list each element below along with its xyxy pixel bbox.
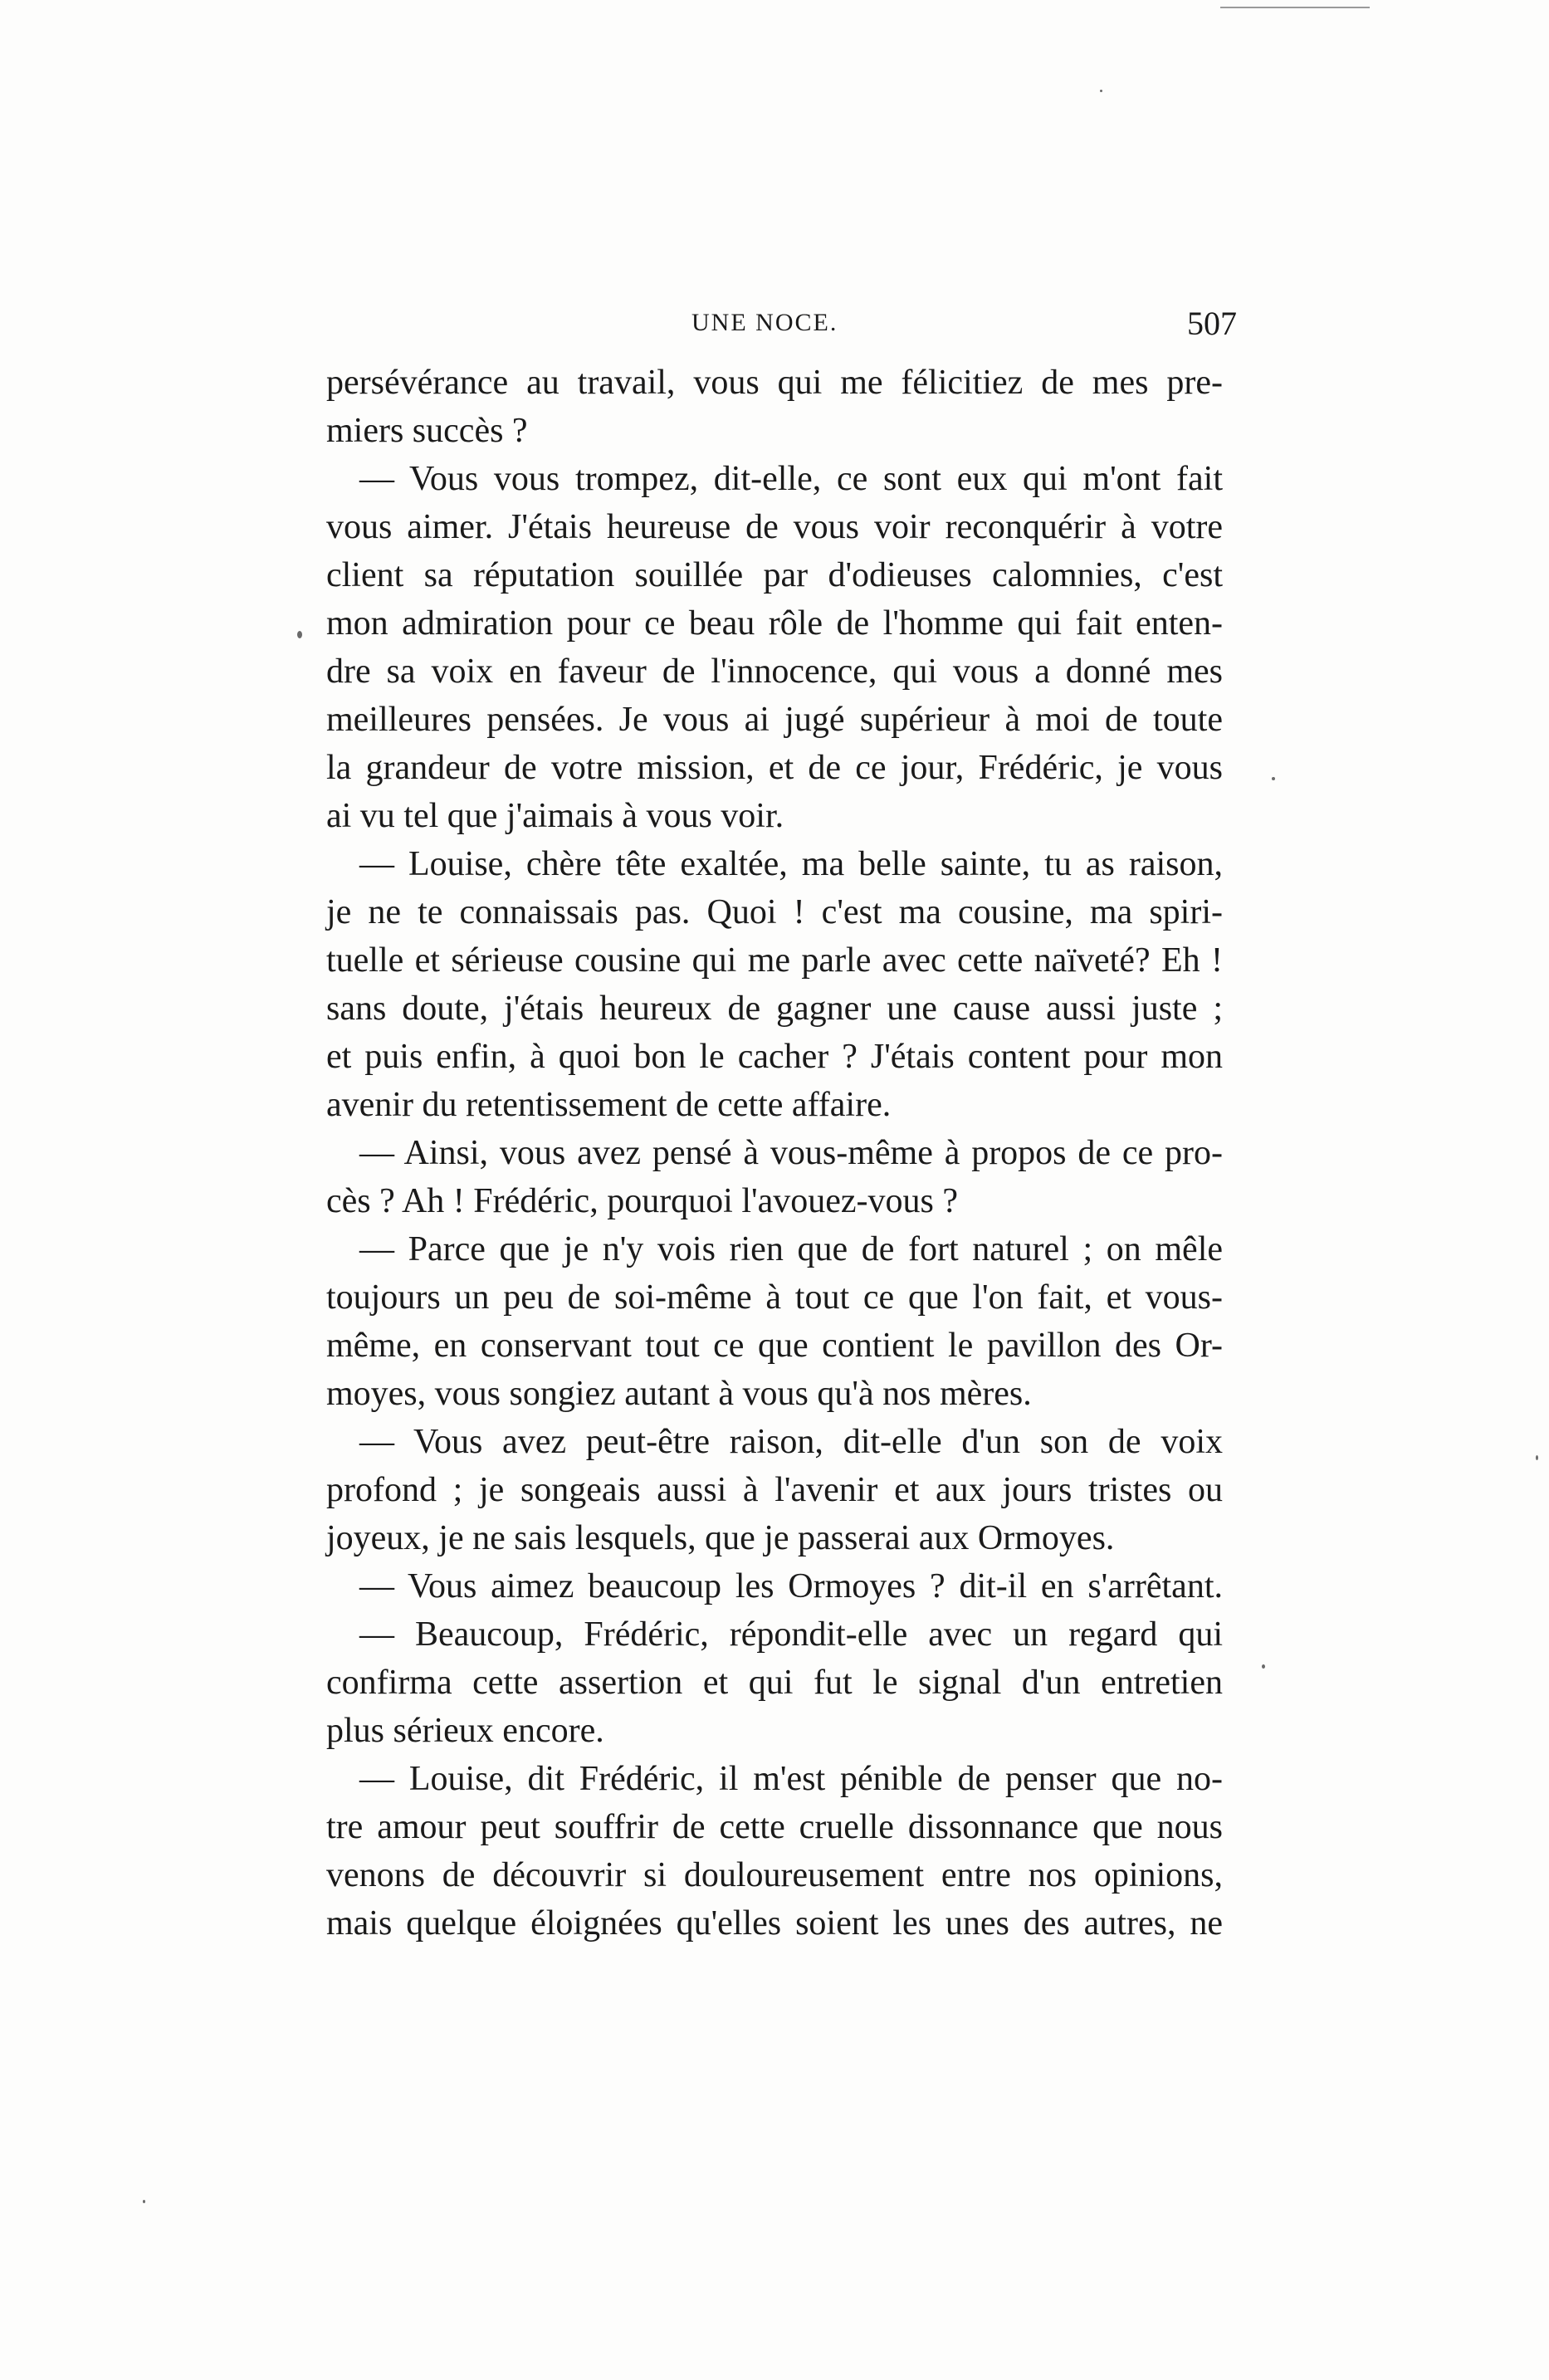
text-line: meilleures pensées. Je vous ai jugé supérieur à moi de toute [326, 701, 1223, 739]
text-line: confirma cette assertion et qui fut le signal d'un entretien [326, 1664, 1223, 1702]
text-line: sans doute, j'étais heureux de gagner une cause aussi juste ; [326, 990, 1223, 1028]
text-line: toujours un peu de soi-même à tout ce que l'on fait, et vous- [326, 1278, 1223, 1317]
scan-speck [1100, 90, 1102, 92]
text-line: ai vu tel que j'aimais à vous voir. [326, 797, 784, 835]
text-line: client sa réputation souillée par d'odieuses calomnies, c'est [326, 556, 1223, 594]
text-line: tre amour peut souffrir de cette cruelle dissonnance que nous [326, 1808, 1223, 1846]
body-text [326, 359, 1223, 1947]
text-line: — Beaucoup, Frédéric, répondit-elle avec un regard qui [359, 1615, 1223, 1654]
text-line: — Louise, chère tête exaltée, ma belle sainte, tu as raison, [359, 845, 1223, 883]
text-line: dre sa voix en faveur de l'innocence, qui vous a donné mes [326, 652, 1223, 691]
text-line: même, en conservant tout ce que contient le pavillon des Or- [326, 1327, 1223, 1365]
scan-speck [1272, 777, 1275, 780]
text-line: profond ; je songeais aussi à l'avenir et aux jours tristes ou [326, 1471, 1223, 1509]
text-line: cès ? Ah ! Frédéric, pourquoi l'avouez-vous ? [326, 1182, 958, 1220]
text-line: venons de découvrir si douloureusement entre nos opinions, [326, 1856, 1223, 1894]
text-line: mon admiration pour ce beau rôle de l'homme qui fait enten- [326, 604, 1223, 643]
page-number: 507 [1187, 305, 1237, 342]
text-line: — Parce que je n'y vois rien que de fort naturel ; on mêle [359, 1230, 1223, 1268]
text-line: miers succès ? [326, 412, 528, 450]
scan-speck [1262, 1664, 1265, 1669]
text-line: et puis enfin, à quoi bon le cacher ? J'étais content pour mon [326, 1038, 1223, 1076]
text-line: vous aimer. J'étais heureuse de vous voir reconquérir à votre [326, 508, 1223, 546]
text-line: joyeux, je ne sais lesquels, que je passerai aux Ormoyes. [326, 1519, 1115, 1557]
text-line: la grandeur de votre mission, et de ce jour, Frédéric, je vous [326, 749, 1223, 787]
scan-speck [297, 631, 302, 638]
top-edge-rule [1220, 7, 1370, 8]
text-line: plus sérieux encore. [326, 1712, 604, 1750]
text-line: — Vous avez peut-être raison, dit-elle d'un son de voix [359, 1423, 1223, 1461]
text-line: tuelle et sérieuse cousine qui me parle avec cette naïveté? Eh ! [326, 941, 1223, 980]
text-line: je ne te connaissais pas. Quoi ! c'est ma cousine, ma spiri- [326, 893, 1223, 931]
text-line: persévérance au travail, vous qui me félicitiez de mes pre- [326, 364, 1223, 402]
text-line: — Louise, dit Frédéric, il m'est pénible de penser que no- [359, 1760, 1223, 1798]
text-line: — Ainsi, vous avez pensé à vous-même à propos de ce pro- [359, 1134, 1223, 1172]
text-line: — Vous vous trompez, dit-elle, ce sont eux qui m'ont fait [359, 460, 1223, 498]
text-line: moyes, vous songiez autant à vous qu'à nos mères. [326, 1375, 1032, 1413]
scan-speck [143, 2200, 145, 2203]
text-line: avenir du retentissement de cette affaire. [326, 1086, 892, 1124]
text-line: — Vous aimez beaucoup les Ormoyes ? dit-il en s'arrêtant. [359, 1567, 1223, 1605]
text-line: mais quelque éloignées qu'elles soient les unes des autres, ne [326, 1904, 1223, 1943]
running-title: UNE NOCE. [691, 309, 838, 336]
page-header [328, 305, 1237, 350]
scan-speck [1536, 1455, 1538, 1460]
